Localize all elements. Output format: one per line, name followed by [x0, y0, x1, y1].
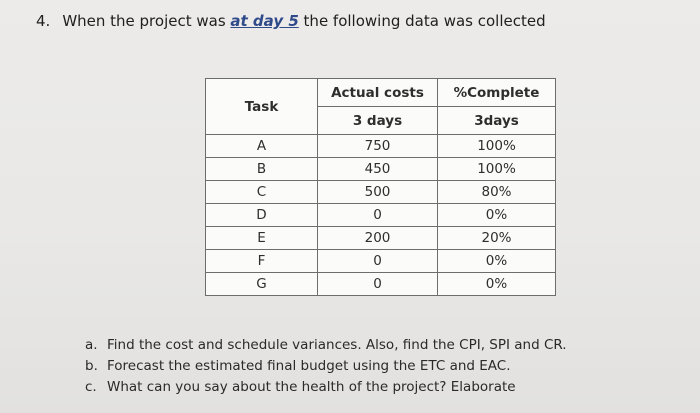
cost-cell: 0: [318, 273, 438, 296]
task-cell: A: [206, 135, 318, 158]
table-header-row: [206, 79, 556, 107]
task-cell: F: [206, 250, 318, 273]
complete-cell: 80%: [438, 181, 556, 204]
table-row: [206, 227, 556, 250]
task-cell: C: [206, 181, 318, 204]
complete-cell: 0%: [438, 250, 556, 273]
subquestion-a: [85, 337, 567, 353]
header-actual-costs: Actual costs: [318, 79, 438, 107]
subquestion-b: [85, 358, 511, 374]
question-emphasis: at day 5: [230, 12, 299, 30]
question-heading: [36, 12, 546, 30]
complete-cell: 20%: [438, 227, 556, 250]
question-text-before: When the project was: [62, 12, 231, 30]
subquestion-label: a.: [85, 337, 98, 353]
question-number: 4.: [36, 12, 51, 30]
complete-cell: 100%: [438, 135, 556, 158]
cost-cell: 450: [318, 158, 438, 181]
complete-cell: 0%: [438, 204, 556, 227]
subquestion-label: b.: [85, 358, 98, 374]
cost-cell: 750: [318, 135, 438, 158]
task-cell: E: [206, 227, 318, 250]
task-cell: G: [206, 273, 318, 296]
header-percent-complete: %Complete: [438, 79, 556, 107]
header-task: Task: [206, 79, 318, 135]
task-cell: D: [206, 204, 318, 227]
subquestion-label: c.: [85, 379, 97, 395]
complete-cell: 0%: [438, 273, 556, 296]
subquestion-text: What can you say about the health of the project? Elaborate: [107, 379, 516, 395]
task-cell: B: [206, 158, 318, 181]
table-row: [206, 181, 556, 204]
cost-cell: 500: [318, 181, 438, 204]
project-data-table: [205, 78, 556, 296]
complete-cell: 100%: [438, 158, 556, 181]
header-percent-complete-period: 3days: [438, 107, 556, 135]
table-row: [206, 273, 556, 296]
subquestion-text: Forecast the estimated final budget using the ETC and EAC.: [107, 358, 511, 374]
cost-cell: 200: [318, 227, 438, 250]
subquestion-text: Find the cost and schedule variances. Also, find the CPI, SPI and CR.: [107, 337, 567, 353]
table-row: [206, 158, 556, 181]
subquestion-c: [85, 379, 516, 395]
cost-cell: 0: [318, 204, 438, 227]
cost-cell: 0: [318, 250, 438, 273]
table-row: [206, 250, 556, 273]
question-text-after: the following data was collected: [298, 12, 546, 30]
table-row: [206, 135, 556, 158]
header-actual-costs-period: 3 days: [318, 107, 438, 135]
table-row: [206, 204, 556, 227]
